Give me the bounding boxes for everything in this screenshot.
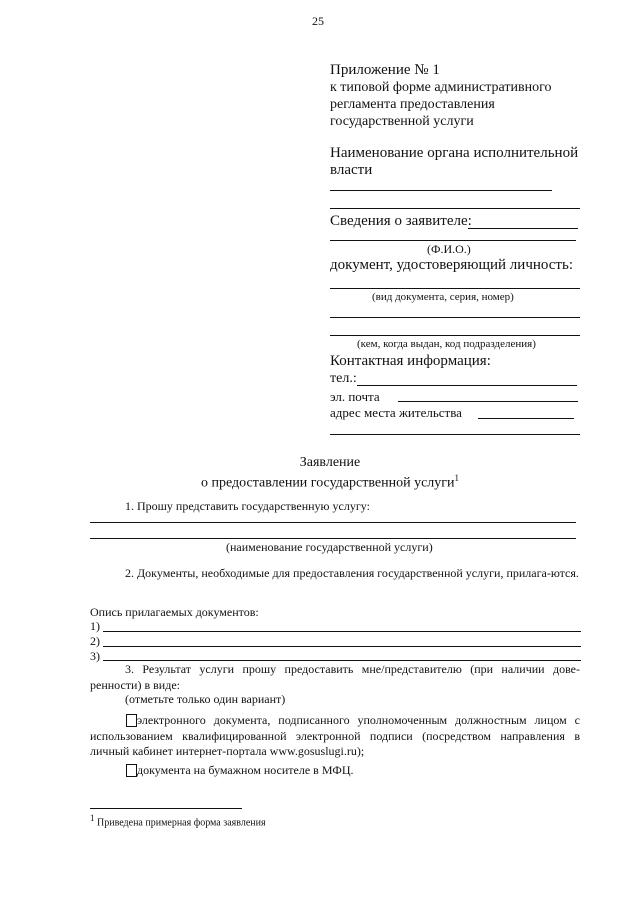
doc-number-3: 3) [90, 649, 100, 663]
doc-number-1: 1) [90, 619, 100, 633]
authority-line-2: власти [330, 162, 373, 178]
address-blank-1[interactable] [478, 418, 574, 419]
service-blank-2[interactable] [90, 538, 576, 539]
phone-label: тел.: [330, 371, 357, 386]
item-3-text: 3. Результат услуги прошу предоставить мне/представителю (при наличии дове-ренности) в виде: [90, 662, 580, 692]
choose-note: (отметьте только один вариант) [125, 692, 286, 706]
statement-title: Заявление [299, 455, 361, 470]
footnote-divider [90, 808, 242, 809]
doc-number-2: 2) [90, 634, 100, 648]
paper-option-checkbox[interactable] [126, 764, 137, 777]
doc-blank-2[interactable] [103, 646, 581, 647]
doc-blank-1[interactable] [103, 631, 581, 632]
applicant-info-label: Сведения о заявителе: [330, 213, 472, 229]
issued-blank-1[interactable] [330, 317, 580, 318]
email-blank[interactable] [398, 401, 578, 402]
fio-caption: (Ф.И.О.) [427, 242, 471, 256]
item-2-text: 2. Документы, необходимые для предоставления государственной услуги, прилага-ются. [125, 566, 579, 580]
applicant-info-blank[interactable] [468, 228, 578, 229]
address-blank-2[interactable] [330, 434, 580, 435]
page-number: 25 [312, 14, 324, 28]
id-document-label: документ, удостоверяющий личность: [330, 257, 573, 273]
issued-caption: (кем, когда выдан, код подразделения) [357, 338, 536, 350]
issued-blank-2[interactable] [330, 335, 580, 336]
id-document-caption: (вид документа, серия, номер) [372, 291, 514, 303]
authority-blank-2[interactable] [330, 208, 580, 209]
paper-option-text: документа на бумажном носителе в МФЦ. [137, 763, 354, 777]
email-label: эл. почта [330, 389, 380, 404]
appendix-line-3: государственной услуги [330, 114, 474, 129]
electronic-option-text: электронного документа, подписанного уполномоченным должностным лицом с использованием квалифицированной электронной подписи (посредством направления в личный кабинет интернет-портала www.gosuslugi.ru); [90, 713, 580, 758]
authority-line-1: Наименование органа исполнительной [330, 145, 579, 161]
footnote-text: Приведена примерная форма заявления [97, 817, 266, 829]
appendix-title: Приложение № 1 [330, 62, 440, 78]
footnote-row [90, 813, 266, 828]
appendix-line-2: регламента предоставления [330, 97, 495, 112]
fio-blank[interactable] [330, 240, 576, 241]
service-blank-1[interactable] [90, 522, 576, 523]
id-document-blank[interactable] [330, 288, 580, 289]
statement-subtitle-row [60, 473, 600, 492]
statement-footnote-mark: 1 [454, 473, 460, 483]
footnote-mark: 1 [90, 813, 95, 823]
authority-blank-1[interactable] [330, 190, 552, 191]
address-label: адрес места жительства [330, 405, 462, 420]
item-1-text: 1. Прошу представить государственную услугу: [125, 499, 370, 513]
contact-label: Контактная информация: [330, 353, 491, 369]
statement-subtitle: о предоставлении государственной услуги [200, 475, 455, 491]
service-caption: (наименование государственной услуги) [226, 540, 433, 554]
appendix-line-1: к типовой форме административного [330, 80, 552, 95]
phone-blank[interactable] [357, 385, 577, 386]
statement-title-block [60, 455, 600, 492]
docs-list-label: Опись прилагаемых документов: [90, 605, 259, 619]
